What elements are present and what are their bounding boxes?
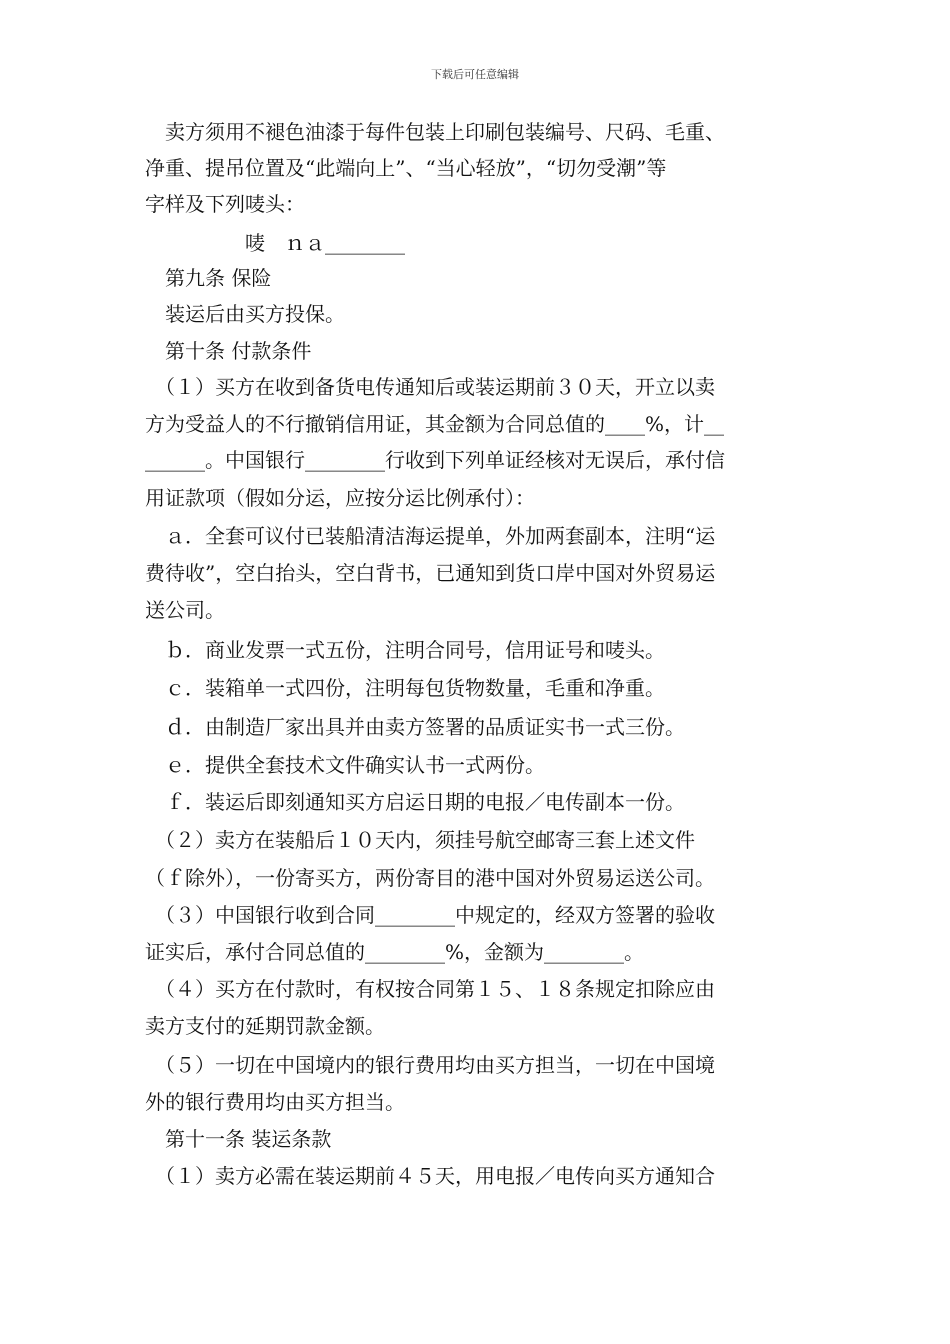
text-line: 装运后由买方投保。 <box>145 302 345 326</box>
text-line: 第十一条 装运条款 <box>145 1127 332 1151</box>
text-line: ｃ．装箱单一式四份，注明每包货物数量，毛重和净重。 <box>145 676 665 700</box>
text-line: 送公司。 <box>145 598 225 622</box>
text-line: （１）买方在收到备货电传通知后或装运期前３０天，开立以卖 <box>145 375 715 399</box>
text-line: 字样及下列唛头： <box>145 192 305 216</box>
text-line: ｂ．商业发票一式五份，注明合同号，信用证号和唛头。 <box>145 638 665 662</box>
text-line: （３）中国银行收到合同________中规定的，经双方签署的验收 <box>145 903 715 927</box>
page-header: 下载后可任意编辑 <box>431 68 519 81</box>
text-line: （ｆ除外），一份寄买方，两份寄目的港中国对外贸易运送公司。 <box>145 866 715 890</box>
text-line: 方为受益人的不行撤销信用证，其金额为合同总值的____%，计__ <box>145 412 725 436</box>
text-line: 证实后，承付合同总值的________%，金额为________。 <box>145 940 645 964</box>
text-line: 卖方须用不褪色油漆于每件包装上印刷包装编号、尺码、毛重、 <box>145 120 725 144</box>
text-line: 净重、提吊位置及“此端向上”、“当心轻放”，“切勿受潮”等 <box>145 156 667 180</box>
text-line: 唛 ｎａ________ <box>145 231 405 255</box>
text-line: 第十条 付款条件 <box>145 339 312 363</box>
text-line: ______。中国银行________行收到下列单证经核对无误后，承付信 <box>145 448 725 472</box>
text-line: （１）卖方必需在装运期前４５天，用电报／电传向买方通知合 <box>145 1164 715 1188</box>
text-line: ａ．全套可议付已装船清洁海运提单，外加两套副本，注明“运 <box>145 524 716 548</box>
text-line: 费待收”，空白抬头，空白背书，已通知到货口岸中国对外贸易运 <box>145 561 716 585</box>
text-line: ｄ．由制造厂家出具并由卖方签署的品质证实书一式三份。 <box>145 715 685 739</box>
text-line: 第九条 保险 <box>145 266 272 290</box>
text-line: 外的银行费用均由买方担当。 <box>145 1090 405 1114</box>
text-line: 卖方支付的延期罚款金额。 <box>145 1014 385 1038</box>
text-line: ｅ．提供全套技术文件确实认书一式两份。 <box>145 753 545 777</box>
text-line: （５）一切在中国境内的银行费用均由买方担当，一切在中国境 <box>145 1053 715 1077</box>
text-line: ｆ．装运后即刻通知买方启运日期的电报／电传副本一份。 <box>145 790 685 814</box>
text-line: 用证款项（假如分运，应按分运比例承付）： <box>145 486 535 510</box>
text-line: （４）买方在付款时，有权按合同第１５、１８条规定扣除应由 <box>145 977 715 1001</box>
text-line: （２）卖方在装船后１０天内，须挂号航空邮寄三套上述文件 <box>145 828 695 852</box>
